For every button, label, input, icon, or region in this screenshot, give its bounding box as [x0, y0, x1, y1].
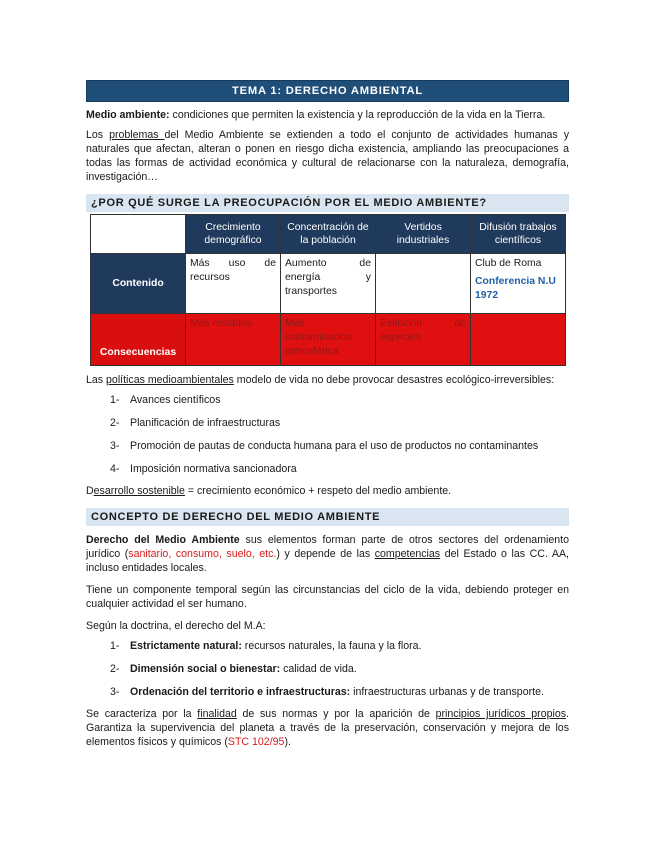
list-text: Avances científicos: [130, 394, 221, 406]
table-cell: [471, 254, 566, 314]
table-header-cell: Concentración de la población: [281, 215, 376, 254]
list-number: 1-: [110, 640, 120, 652]
underlined-politicas: políticas medioambientales: [106, 374, 234, 386]
text: . Garantiza la supervivencia del planeta a través de la preservación, conservación y mejora de los elementos físicos y químicos (: [86, 708, 569, 748]
term-medio-ambiente: Medio ambiente:: [86, 109, 170, 121]
table-row-contenido: [91, 254, 566, 314]
table-header-cell: Crecimiento demográfico: [186, 215, 281, 254]
underlined-desarrollo: esarrollo sostenible: [93, 485, 185, 497]
table-corner-cell: [91, 215, 186, 254]
paragraph-finalidad: [86, 707, 569, 749]
cell-text: Más uso de recursos: [190, 258, 276, 283]
table-cell: [186, 254, 281, 314]
list-item: [86, 685, 569, 699]
list-item: [86, 462, 569, 476]
table-cell: [471, 314, 566, 366]
table-header-cell: Vertidos industriales: [376, 215, 471, 254]
paragraph-temporal: Tiene un componente temporal según las circunstancias del ciclo de la vida, debiendo proteger en cualquier actividad el ser humano.: [86, 584, 569, 610]
list-item: [86, 416, 569, 430]
table-row-consecuencias: [91, 314, 566, 366]
text: ) y depende de las: [276, 548, 375, 560]
table-cell: Más contaminación atmosférica: [281, 314, 376, 366]
text: Los: [86, 129, 110, 141]
list-number: 2-: [110, 417, 120, 429]
text: Se caracteriza por la: [86, 708, 198, 720]
paragraph-medio-ambiente: [86, 108, 569, 122]
list-text: recursos naturales, la fauna y la flora.: [241, 640, 422, 652]
paragraph-derecho: [86, 533, 569, 575]
table-header-row: [91, 215, 566, 254]
section-heading-concepto: CONCEPTO DE DERECHO DEL MEDIO AMBIENTE: [86, 508, 569, 526]
list-text: infraestructuras urbanas y de transporte.: [350, 686, 544, 698]
list-item: [86, 439, 569, 453]
text: de sus normas y por la aparición de: [236, 708, 436, 720]
text: del Medio Ambiente se extienden a todo el conjunto de actividades humanas y naturales que afectan, alteran o ponen en riesgo dicha existencia, ampliando las preocupaciones a todas las formas de actividad económica y cultural de relacionarse con la naturaleza, demografía, investigación…: [86, 129, 569, 183]
text: modelo de vida no debe provocar desastres ecológico-irreversibles:: [233, 374, 555, 386]
list-text: calidad de vida.: [280, 663, 357, 675]
list-number: 4-: [110, 463, 120, 475]
text: sus elementos forman parte de otros sectores del ordenamiento jurídico (: [86, 534, 569, 560]
table-cell: [376, 254, 471, 314]
underlined-finalidad: finalidad: [197, 708, 237, 720]
list-number: 2-: [110, 663, 120, 675]
paragraph-politicas: [86, 373, 569, 387]
paragraph-problemas: [86, 128, 569, 184]
text: = crecimiento económico + respeto del medio ambiente.: [184, 485, 452, 497]
red-examples: sanitario, consumo, suelo, etc.: [128, 548, 277, 560]
table-cell: [281, 254, 376, 314]
table-cell: [376, 314, 471, 366]
underlined-problemas: problemas: [109, 129, 165, 141]
causes-table: [90, 214, 566, 366]
cell-text: Extinción de especies: [380, 318, 466, 343]
list-text: Imposición normativa sancionadora: [130, 463, 297, 475]
list-politicas: [86, 393, 569, 476]
table-cell: Más residuos: [186, 314, 281, 366]
definition-text: condiciones que permiten la existencia y la reproducción de la vida en la Tierra.: [169, 109, 546, 121]
red-stc-reference: STC 102/95: [227, 736, 285, 748]
list-term: Estrictamente natural:: [130, 640, 242, 652]
text: del Estado o las CC. AA, incluso entidades locales.: [86, 548, 569, 574]
list-number: 3-: [110, 440, 120, 452]
term-derecho: Derecho del Medio Ambiente: [86, 534, 240, 546]
list-term: Ordenación del territorio e infraestructuras:: [130, 686, 351, 698]
cell-text: Aumento de energía y transportes: [285, 258, 371, 297]
list-term: Dimensión social o bienestar:: [130, 663, 281, 675]
list-number: 3-: [110, 686, 120, 698]
conferencia-text: Conferencia N.U 1972: [475, 276, 556, 301]
paragraph-desarrollo: [86, 484, 569, 498]
text: ).: [284, 736, 291, 748]
section-heading-preocupacion: ¿POR QUÉ SURGE LA PREOCUPACIÓN POR EL MEDIO AMBIENTE?: [86, 194, 569, 212]
row-label-contenido: Contenido: [91, 254, 186, 314]
underlined-competencias: competencias: [374, 548, 441, 560]
list-item: [86, 662, 569, 676]
cell-text: Club de Roma: [475, 258, 542, 269]
text: D: [86, 485, 94, 497]
list-number: 1-: [110, 394, 120, 406]
text: Las: [86, 374, 107, 386]
list-doctrina: [86, 639, 569, 699]
table-header-cell: Difusión trabajos científicos: [471, 215, 566, 254]
row-label-consecuencias: Consecuencias: [91, 314, 186, 366]
page-title: TEMA 1: DERECHO AMBIENTAL: [86, 80, 569, 102]
list-text: Promoción de pautas de conducta humana para el uso de productos no contaminantes: [130, 440, 539, 452]
document-page: [86, 80, 569, 749]
list-item: [86, 393, 569, 407]
list-text: Planificación de infraestructuras: [130, 417, 281, 429]
paragraph-doctrina: Según la doctrina, el derecho del M.A:: [86, 620, 266, 632]
underlined-principios: principios jurídicos propios: [435, 708, 567, 720]
list-item: [86, 639, 569, 653]
